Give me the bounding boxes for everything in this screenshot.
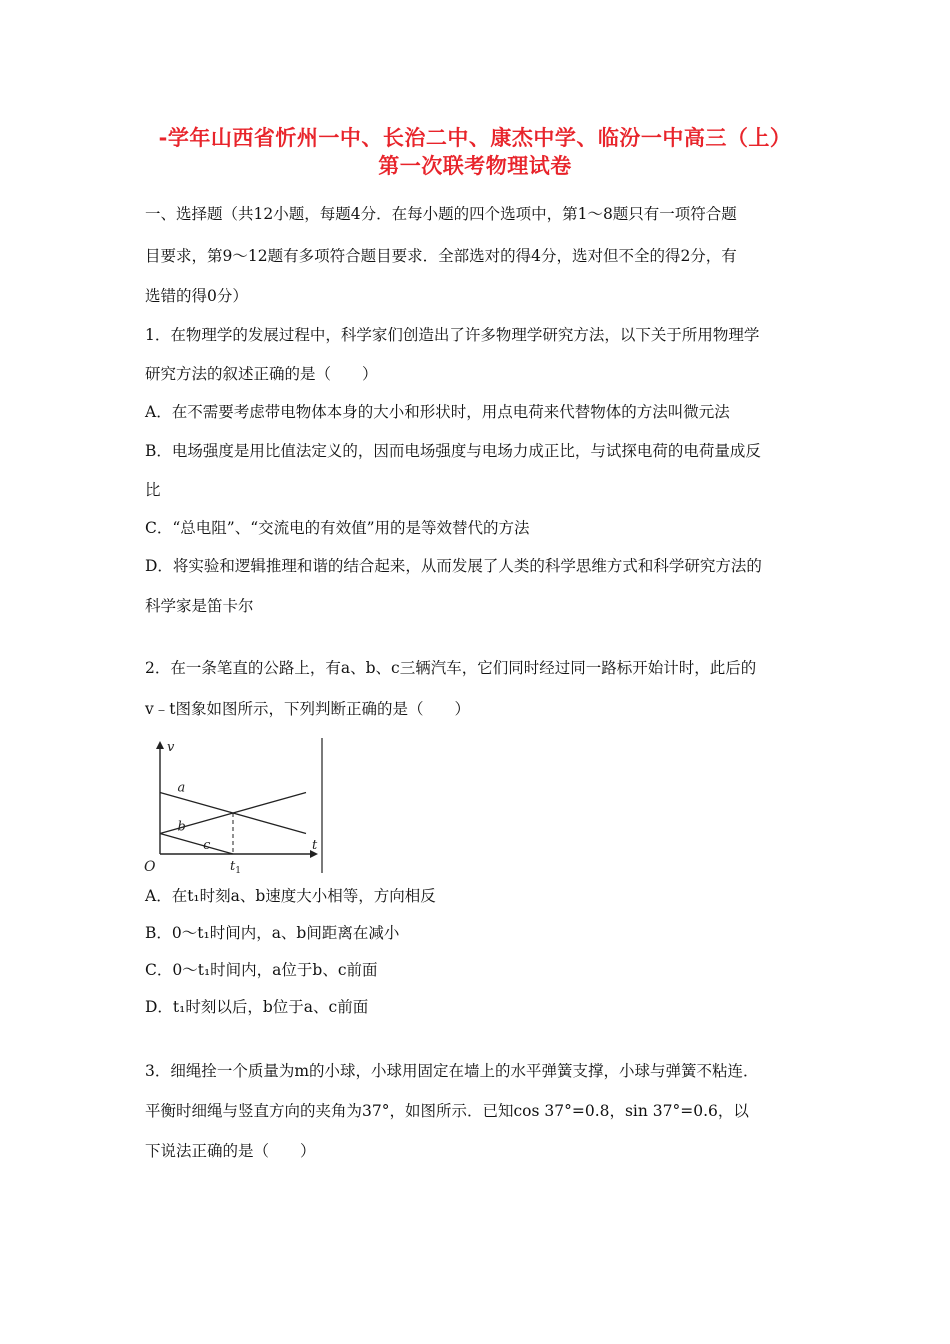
origin-label: O	[144, 859, 156, 875]
series-label-a: a	[177, 780, 186, 796]
q3-stem-line-3: 下说法正确的是（ ）	[145, 1142, 316, 1160]
section-instructions-line-1: 一、选择题（共12小题，每题4分．在每小题的四个选项中，第1～8题只有一项符合题	[145, 205, 737, 223]
q1-option-d-line-2: 科学家是笛卡尔	[145, 597, 254, 615]
section-instructions-line-3: 选错的得0分）	[145, 287, 248, 305]
q2-stem-line-2: v﹣t图象如图所示，下列判断正确的是（ ）	[145, 700, 470, 718]
series-label-b: b	[177, 819, 186, 835]
section-instructions-line-2: 目要求，第9～12题有多项符合题目要求．全部选对的得4分，选对但不全的得2分，有	[145, 247, 737, 265]
q1-option-d-line-1: D．将实验和逻辑推理和谐的结合起来，从而发展了人类的科学思维方式和科学研究方法的	[145, 557, 762, 575]
q1-stem-line-2: 研究方法的叙述正确的是（ ）	[145, 365, 378, 383]
q3-stem-line-2: 平衡时细绳与竖直方向的夹角为37°，如图所示．已知cos 37°=0.8，sin 37°=0.6，以	[145, 1102, 749, 1120]
page-title-line-2: 第一次联考物理试卷	[378, 154, 572, 178]
q1-option-b-line-2: 比	[145, 481, 161, 499]
vt-graph	[140, 733, 330, 875]
series-line-c	[160, 834, 233, 855]
page-title-line-1: -学年山西省忻州一中、长治二中、康杰中学、临汾一中高三（上）	[158, 126, 792, 150]
q3-stem-line-1: 3．细绳拴一个质量为m的小球，小球用固定在墙上的水平弹簧支撑，小球与弹簧不粘连．	[145, 1062, 759, 1080]
q1-option-c: C．“总电阻”、“交流电的有效值”用的是等效替代的方法	[145, 519, 530, 537]
q1-stem-line-1: 1．在物理学的发展过程中，科学家们创造出了许多物理学研究方法，以下关于所用物理学	[145, 326, 760, 344]
q2-option-d: D．t₁时刻以后，b位于a、c前面	[145, 998, 369, 1016]
t1-tick-label: $t_1$	[230, 859, 241, 875]
q2-stem-line-1: 2．在一条笔直的公路上，有a、b、c三辆汽车，它们同时经过同一路标开始计时，此后的	[145, 659, 757, 677]
q1-option-b-line-1: B．电场强度是用比值法定义的，因而电场强度与电场力成正比，与试探电荷的电荷量成反	[145, 442, 761, 460]
y-axis-arrow-icon	[156, 741, 164, 749]
y-axis-label: v	[167, 740, 175, 755]
q2-option-c: C．0～t₁时间内，a位于b、c前面	[145, 961, 378, 979]
series-label-c: c	[203, 837, 211, 853]
x-axis-label: t	[312, 838, 318, 853]
q2-option-b: B．0～t₁时间内，a、b间距离在减小	[145, 924, 400, 942]
q2-option-a: A．在t₁时刻a、b速度大小相等，方向相反	[145, 887, 436, 905]
q1-option-a: A．在不需要考虑带电物体本身的大小和形状时，用点电荷来代替物体的方法叫微元法	[145, 403, 730, 421]
